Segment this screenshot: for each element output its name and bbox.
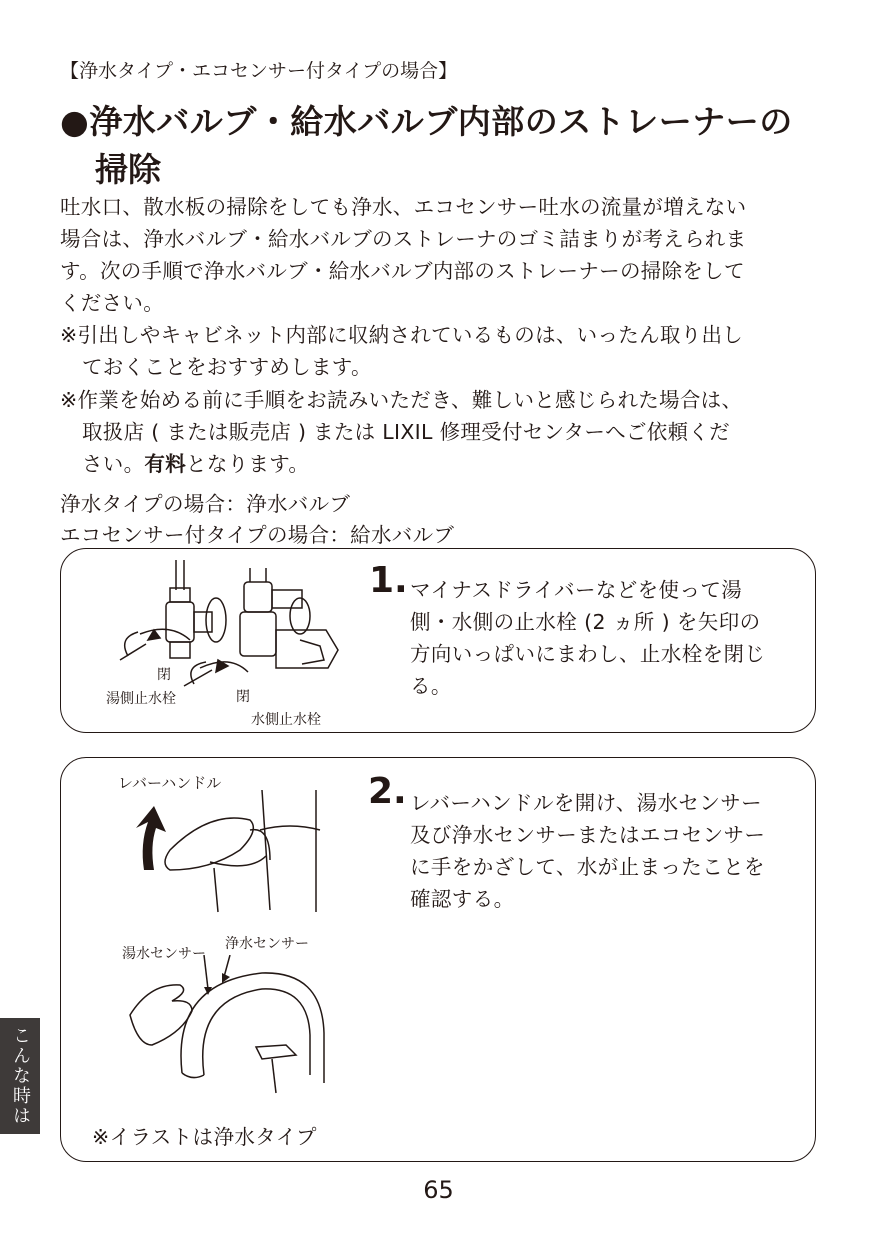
step-2-text-line: レバーハンドルを開け、湯水センサー bbox=[410, 791, 763, 815]
cold-valve-label: 水側止水栓 bbox=[251, 712, 321, 728]
lever-handle-label: レバーハンドル bbox=[118, 774, 222, 792]
water-sensor-label: 浄水センサー bbox=[225, 936, 309, 952]
note-storage-line: ておくことをおすすめします。 bbox=[82, 355, 372, 379]
valve-info-line: エコセンサー付タイプの場合：給水バルブ bbox=[60, 523, 455, 547]
step-1-text-line: マイナスドライバーなどを使って湯 bbox=[410, 578, 743, 602]
step-2-text-line: 及び浄水センサーまたはエコセンサー bbox=[410, 823, 766, 847]
intro-text-line: す。次の手順で浄水バルブ・給水バルブ内部のストレーナーの掃除をして bbox=[60, 259, 745, 283]
step-2-text-line: に手をかざして、水が止まったことを bbox=[410, 855, 765, 879]
step-1-text-line: る。 bbox=[410, 674, 452, 698]
step-2-text-line: 確認する。 bbox=[410, 887, 515, 911]
step-2-number: 2. bbox=[368, 771, 407, 812]
note-fee-prefix: さい。 bbox=[82, 452, 145, 476]
side-index-tab[interactable] bbox=[0, 1018, 40, 1134]
illustration-note: ※イラストは浄水タイプ bbox=[92, 1125, 317, 1149]
note-storage-line: ※引出しやキャビネット内部に収納されているものは、いったん取り出し bbox=[60, 323, 744, 347]
note-fee-emphasis: 有料 bbox=[144, 452, 187, 476]
step-1-text-line: 側・水側の止水栓 (2 ヵ所 ) を矢印の bbox=[410, 610, 761, 634]
close-label-hot: 閉 bbox=[157, 667, 171, 683]
valve-info-line: 浄水タイプの場合：浄水バルブ bbox=[60, 492, 351, 516]
intro-text-line: 場合は、浄水バルブ・給水バルブのストレーナのゴミ詰まりが考えられま bbox=[60, 227, 747, 251]
sensor-illustration bbox=[120, 955, 330, 1105]
lever-handle-illustration bbox=[110, 790, 340, 920]
page-number: 65 bbox=[423, 1176, 454, 1204]
section-label: 【浄水タイプ・エコセンサー付タイプの場合】 bbox=[60, 60, 458, 82]
note-service-line: 取扱店 ( または販売店 ) または LIXIL 修理受付センターへご依頼くだ bbox=[82, 420, 730, 444]
step-1-text-line: 方向いっぱいにまわし、止水栓を閉じ bbox=[410, 642, 766, 666]
hot-valve-label: 湯側止水栓 bbox=[106, 691, 176, 707]
step-1-number: 1. bbox=[369, 560, 408, 601]
hot-sensor-label: 湯水センサー bbox=[122, 946, 206, 962]
intro-text-line: 吐水口、散水板の掃除をしても浄水、エコセンサー吐水の流量が増えない bbox=[60, 195, 747, 219]
page-title: ●浄水バルブ・給水バルブ内部のストレーナーの bbox=[60, 102, 793, 141]
page-title-continued: 掃除 bbox=[95, 150, 161, 189]
note-service-line: ※作業を始める前に手順をお読みいただき、難しいと感じられた場合は、 bbox=[60, 388, 743, 412]
note-fee-suffix: となります。 bbox=[186, 452, 310, 476]
side-index-tab-label: こんな時は bbox=[10, 1026, 31, 1126]
note-service-line bbox=[82, 447, 309, 477]
close-label-cold: 閉 bbox=[236, 689, 250, 705]
intro-text-line: ください。 bbox=[60, 291, 164, 315]
